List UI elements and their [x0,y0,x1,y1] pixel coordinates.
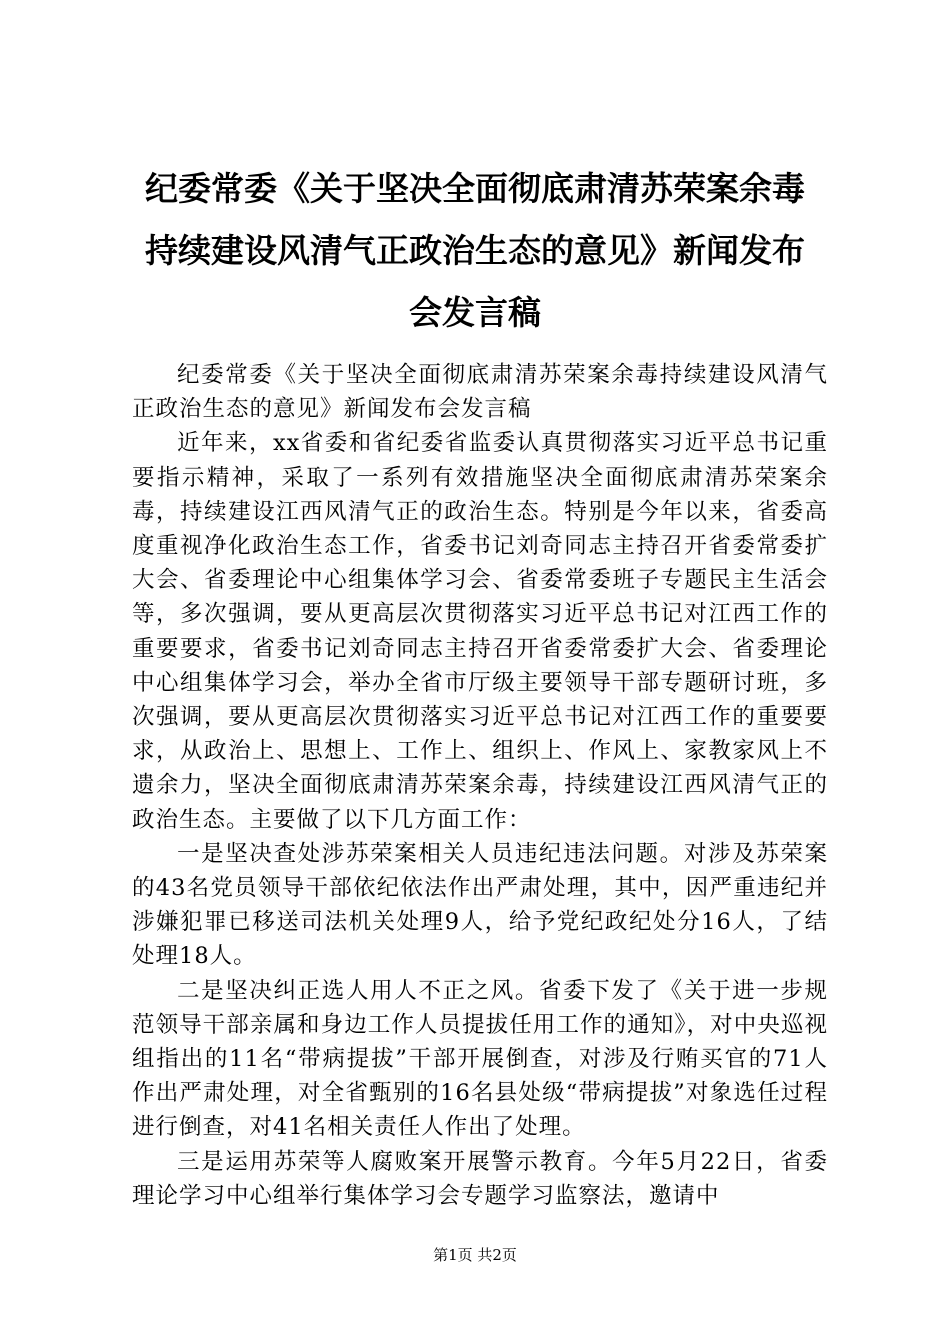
paragraph-intro: 近年来，xx省委和省纪委省监委认真贯彻落实习近平总书记重要指示精神，采取了一系列有效措施坚决全面彻底肃清苏荣案余毒，持续建设江西风清气正的政治生态。特别是今年以来，省委高度重视净化政治生态工作，省委书记刘奇同志主持召开省委常委扩大会、省委理论中心组集体学习会、省委常委班子专题民主生活会等，多次强调，要从更高层次贯彻落实习近平总书记对江西工作的重要要求，省委书记刘奇同志主持召开省委常委扩大会、省委理论中心组集体学习会，举办全省市厅级主要领导干部专题研讨班，多次强调，要从更高层次贯彻落实习近平总书记对江西工作的重要要求，从政治上、思想上、工作上、组织上、作风上、家教家风上不遗余力，坚决全面彻底肃清苏荣案余毒，持续建设江西风清气正的政治生态。主要做了以下几方面工作： [132,430,828,833]
page-number-footer: 第1页 共2页 [433,1246,517,1264]
paragraph-point-three: 三是运用苏荣等人腐败案开展警示教育。今年5月22日，省委理论学习中心组举行集体学习会专题学习监察法，邀请中 [132,1148,828,1209]
title-line: 持续建设风清气正政治生态的意见》新闻发布 [145,231,805,270]
title-line: 纪委常委《关于坚决全面彻底肃清苏荣案余毒 [145,169,805,208]
paragraph-subtitle: 纪委常委《关于坚决全面彻底肃清苏荣案余毒持续建设风清气正政治生态的意见》新闻发布会发言稿 [132,362,828,423]
paragraph-point-two: 二是坚决纠正选人用人不正之风。省委下发了《关于进一步规范领导干部亲属和身边工作人员提拔任用工作的通知》，对中央巡视组指出的11名“带病提拔”干部开展倒查，对涉及行贿买官的71人作出严肃处理，对全省甄别的16名县处级“带病提拔”对象选任过程进行倒查，对41名相关责任人作出了处理。 [132,977,828,1141]
title-line: 会发言稿 [409,293,541,332]
paragraph-point-one: 一是坚决查处涉苏荣案相关人员违纪违法问题。对涉及苏荣案的43名党员领导干部依纪依法作出严肃处理，其中，因严重违纪并涉嫌犯罪已移送司法机关处理9人，给予党纪政纪处分16人，了结处理18人。 [132,840,828,970]
document-body [132,358,828,1213]
document-title [120,158,830,344]
